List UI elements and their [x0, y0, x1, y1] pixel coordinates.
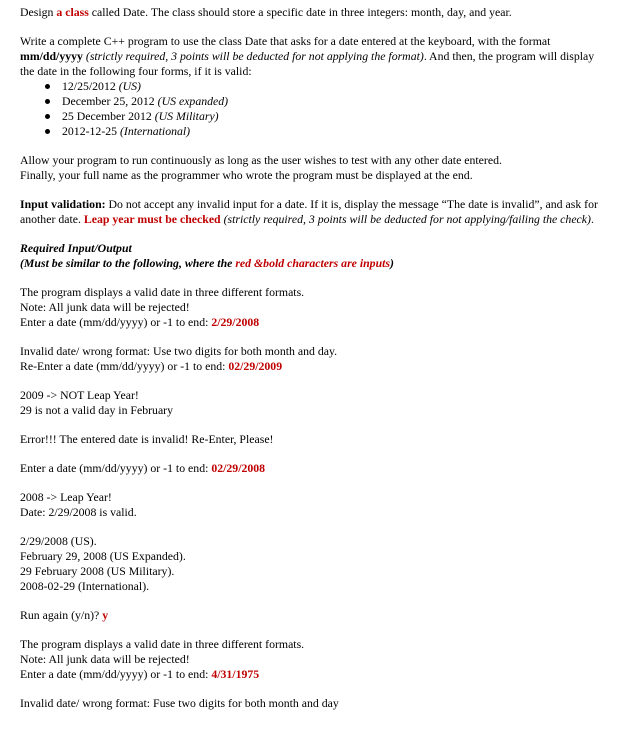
required-io-heading: Required Input/Output	[20, 241, 132, 255]
list-item: 12/25/2012 (US)	[50, 79, 600, 94]
required-io-subheading: (Must be similar to the following, where the red &bold characters are inputs)	[20, 256, 394, 270]
date-forms-list	[20, 79, 600, 139]
user-input: 2/29/2008	[211, 315, 260, 329]
format-penalty-note: (strictly required, 3 points will be deducted for not applying the format)	[82, 49, 424, 63]
list-item: 2012-12-25 (International)	[50, 124, 600, 139]
requirements-paragraph: Write a complete C++ program to use the class Date that asks for a date entered at the keyboard, with the format mm/dd/yyyy (strictly required, 3 points will be deducted for not applying the format). And then, the program will display the date in the following four forms, if it is valid:	[20, 34, 595, 78]
format-spec: mm/dd/yyyy	[20, 49, 83, 63]
user-input: 02/29/2008	[211, 461, 266, 475]
validation-label: Input validation:	[20, 197, 106, 211]
sample-transcript: The program displays a valid date in three different formats. Note: All junk data will be rejected! Enter a date (mm/dd/yyyy) or -1 to end: 2/29/2008 Invalid date/ wrong format: Use two digits for both month and day. Re-Enter a date (mm/dd/yyyy) or -1 to end: 02/29/2009 2009 -> NOT Leap Year! 29 is not a valid day in February Error!!! The entered date is invalid! Re-Enter, Please! Enter a date (mm/dd/yyyy) or -1 to end: 02/29/2008 2008 -> Leap Year! Date: 2/29/2008 is valid. 2/29/2008 (US). February 29, 2008 (US Expanded). 29 February 2008 (US Military). 2008-02-29 (International). Run again (y/n)? y The program displays a valid date in three different formats. Note: All junk data will be rejected! Enter a date (mm/dd/yyyy) or -1 to end: 4/31/1975 Invalid date/ wrong format: Fuse two digits for both month and day	[20, 285, 339, 710]
user-input: 02/29/2009	[228, 359, 283, 373]
intro-paragraph: Design a class called Date. The class should store a specific date in three integers: month, day, and year.	[20, 5, 512, 19]
continuous-run-paragraph: Allow your program to run continuously as long as the user wishes to test with any other date entered. Finally, your full name as the programmer who wrote the program must be displayed at the end.	[20, 153, 502, 182]
user-input: 4/31/1975	[211, 667, 260, 681]
leap-year-requirement: Leap year must be checked	[83, 212, 221, 226]
list-item: 25 December 2012 (US Military)	[50, 109, 600, 124]
class-keyword: a class	[56, 5, 89, 19]
user-input: y	[102, 608, 109, 622]
input-validation-paragraph: Input validation: Do not accept any invalid input for a date. If it is, display the message “The date is invalid”, and ask for another date. Leap year must be checked (strictly required, 3 points will be deducted for not applying/failing the check).	[20, 197, 598, 226]
list-item: December 25, 2012 (US expanded)	[50, 94, 600, 109]
